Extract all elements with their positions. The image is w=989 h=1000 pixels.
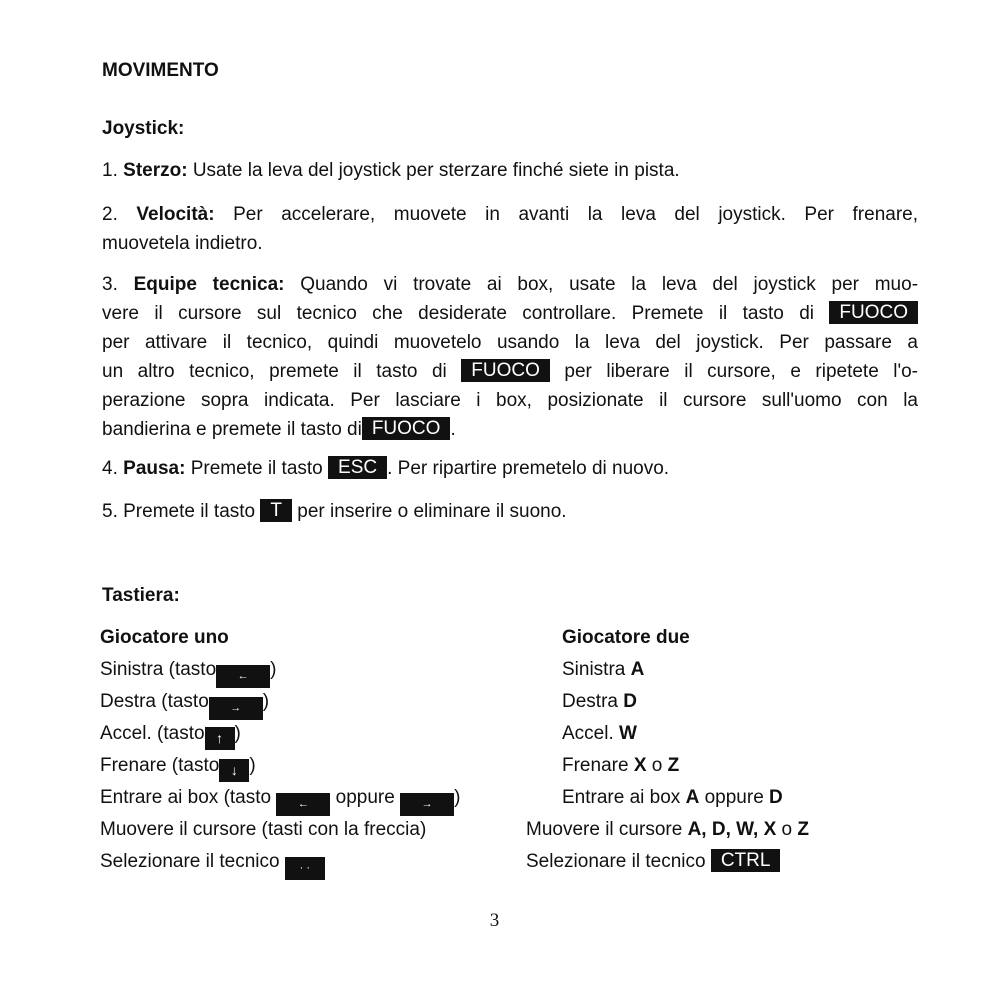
fire-key: FUOCO xyxy=(362,417,451,440)
row-close: ) xyxy=(234,723,241,744)
row-label: Selezionare il tecnico xyxy=(526,851,706,872)
key-letter: W xyxy=(619,723,637,744)
key-letter: A xyxy=(685,787,700,808)
row-label: Selezionare il tecnico xyxy=(100,851,280,872)
item-number: 3. xyxy=(102,274,118,295)
row-or: o xyxy=(651,755,663,776)
p1-right-row xyxy=(100,686,460,718)
row-close: ) xyxy=(262,691,270,712)
item-text: perazione sopra indicata. Per lasciare i box, posizionate il cursore sull'uomo con la xyxy=(102,390,918,411)
item-number: 1. xyxy=(102,160,118,181)
item-label: Equipe tecnica: xyxy=(133,274,285,295)
p2-brake-row xyxy=(526,750,809,782)
key-letter: D xyxy=(623,691,637,712)
p1-pitbox-row xyxy=(100,782,460,814)
player-one-column xyxy=(100,622,460,878)
ctrl-key: CTRL xyxy=(711,849,781,872)
fire-key: FUOCO xyxy=(829,301,918,324)
section-heading: MOVIMENTO xyxy=(102,60,219,81)
item-text: bandierina e premete il tasto di xyxy=(102,419,362,440)
t-key: T xyxy=(260,499,292,522)
row-or: oppure xyxy=(704,787,764,808)
p2-left-row xyxy=(526,654,809,686)
joystick-title: Joystick: xyxy=(102,118,185,139)
p1-brake-row xyxy=(100,750,460,782)
row-label: Sinistra xyxy=(562,659,626,680)
row-label: Muovere il cursore xyxy=(526,819,683,840)
p2-cursor-row xyxy=(526,814,809,846)
item-text: per liberare il cursore, e ripetete l'o- xyxy=(564,361,919,382)
item-text: 5. Premete il tasto xyxy=(102,501,256,522)
item-text: vere il cursore sul tecnico che desiderate controllare. Premete il tasto di xyxy=(102,303,814,324)
item-text: Per accelerare, muovete in avanti la leva del joystick. Per frenare, xyxy=(233,204,919,225)
p2-select-row xyxy=(526,846,809,878)
item-text: per inserire o eliminare il suono. xyxy=(297,501,567,522)
down-arrow-key: ↓ xyxy=(219,759,249,782)
joystick-item-5 xyxy=(102,497,918,526)
joystick-item-2 xyxy=(102,200,918,258)
row-close: ) xyxy=(270,659,277,680)
p1-cursor-row: Muovere il cursore (tasti con la freccia) xyxy=(100,819,427,840)
row-label: Frenare (tasto xyxy=(100,755,220,776)
keyboard-title: Tastiera: xyxy=(102,585,180,606)
key-letter: X xyxy=(633,755,647,776)
p1-accel-row xyxy=(100,718,460,750)
player-two-title: Giocatore due xyxy=(562,627,690,648)
page-number: 3 xyxy=(489,910,500,931)
item-number: 2. xyxy=(102,204,118,225)
row-label: Accel. xyxy=(562,723,614,744)
p1-select-row xyxy=(100,846,460,878)
esc-key: ESC xyxy=(328,456,387,479)
player-two-column xyxy=(526,622,809,878)
right-arrow-key: → xyxy=(209,697,263,720)
item-label: Pausa: xyxy=(123,458,186,479)
item-text: per attivare il tecnico, quindi muovetelo usando la leva del joystick. Per passare a xyxy=(102,332,918,353)
p2-pitbox-row xyxy=(526,782,809,814)
row-label: Sinistra (tasto xyxy=(100,659,217,680)
key-letters: A, D, W, X xyxy=(687,819,777,840)
key-letter: D xyxy=(769,787,783,808)
p2-right-row xyxy=(526,686,809,718)
row-close: ) xyxy=(249,755,256,776)
player-one-title: Giocatore uno xyxy=(100,627,229,648)
item-text-cont: muovetela indietro. xyxy=(102,233,263,254)
key-letter: Z xyxy=(797,819,809,840)
select-key: · · xyxy=(285,857,325,880)
item-text: Usate la leva del joystick per sterzare finché siete in pista. xyxy=(192,160,680,181)
item-text: un altro tecnico, premete il tasto di xyxy=(102,361,447,382)
joystick-item-3 xyxy=(102,270,918,444)
row-label: Destra (tasto xyxy=(100,691,209,712)
left-arrow-key: ← xyxy=(276,793,330,816)
left-arrow-key: ← xyxy=(216,665,270,688)
item-label: Sterzo: xyxy=(123,160,188,181)
item-number: 4. xyxy=(102,458,118,479)
p1-left-row xyxy=(100,654,460,686)
row-label-or: oppure xyxy=(335,787,395,808)
joystick-item-4 xyxy=(102,454,918,483)
row-label: Entrare ai box (tasto xyxy=(100,787,272,808)
row-label: Destra xyxy=(562,691,618,712)
right-arrow-key: → xyxy=(400,793,454,816)
row-label: Entrare ai box xyxy=(562,787,681,808)
row-close: ) xyxy=(454,787,461,808)
key-letter: A xyxy=(630,659,645,680)
item-text: Quando vi trovate ai box, usate la leva del joystick per muo- xyxy=(300,274,919,295)
item-text: . xyxy=(450,419,456,440)
p2-accel-row xyxy=(526,718,809,750)
item-label: Velocità: xyxy=(136,204,215,225)
up-arrow-key: ↑ xyxy=(205,727,235,750)
row-or: o xyxy=(781,819,793,840)
key-letter: Z xyxy=(667,755,680,776)
joystick-item-1 xyxy=(102,156,918,185)
fire-key: FUOCO xyxy=(461,359,550,382)
item-text: Premete il tasto xyxy=(190,458,323,479)
row-label: Frenare xyxy=(562,755,629,776)
row-label: Accel. (tasto xyxy=(100,723,205,744)
item-text: . Per ripartire premetelo di nuovo. xyxy=(387,458,670,479)
